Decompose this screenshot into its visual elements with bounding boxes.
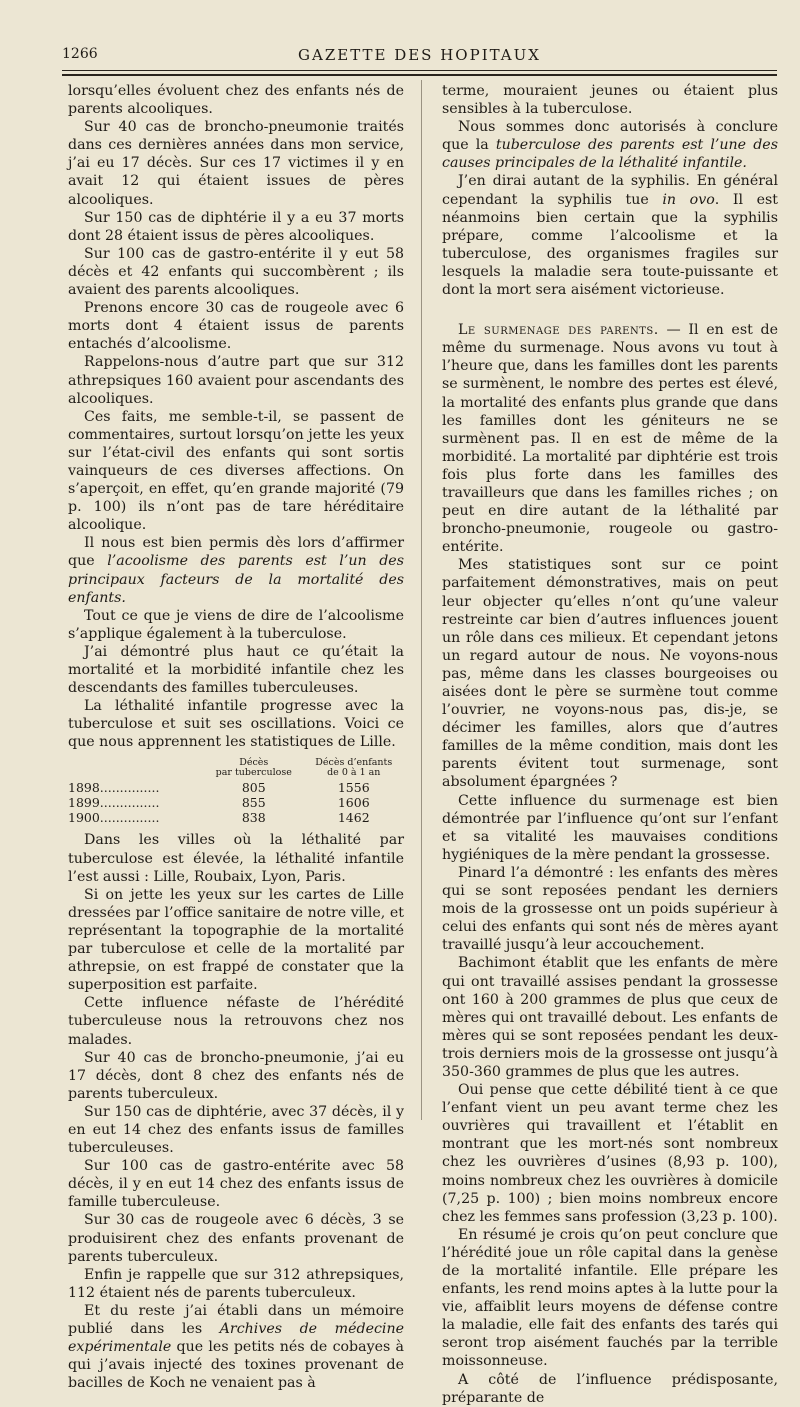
table-row [68, 810, 404, 825]
table-header-tb-deaths: Décès par tuberculose [215, 757, 292, 779]
table-cell-children: 1606 [337, 795, 370, 811]
paragraph: Sur 150 cas de diphtérie il y a eu 37 morts dont 28 étaient issus de pères alcooliques. [68, 209, 404, 244]
table-cell-tb: 805 [241, 780, 266, 796]
emphasis-text: tuberculose des parents est l’une des causes principales de la léthalité infantile. [442, 137, 778, 172]
table-cell-year: 1900............... [68, 810, 160, 826]
paragraph: Dans les villes où la léthalité par tuberculose est élevée, la léthalité infantile l’est aussi : Lille, Roubaix, Lyon, Paris. [68, 832, 404, 885]
table-cell-children: 1462 [337, 810, 370, 826]
paragraph: Sur 100 cas de gastro-entérite il y eut 58 décès et 42 enfants qui succombèrent ; ils avaient des parents alcooliques. [68, 245, 404, 299]
paragraph: Prenons encore 30 cas de rougeole avec 6 morts dont 4 étaient issus de parents entachés d’alcoolisme. [68, 300, 404, 353]
header-rule-thin [62, 70, 777, 71]
table-header-child-deaths: Décès d’enfants de 0 à 1 an [315, 757, 393, 779]
header-rule-thick [62, 74, 777, 76]
paragraph: Sur 40 cas de broncho-pneumonie, j’ai eu 17 décès, dont 8 chez des enfants nés de parents tuberculeux. [68, 1049, 404, 1102]
text-run: que les petits nés de cobayes à qui j’avais injecté des toxines provenant de bacilles de Koch ne venaient pas à [68, 1339, 404, 1392]
journal-reference: Archives de médecine expérimentale [68, 1321, 404, 1356]
column-separator [421, 80, 422, 1120]
text-run: Nous sommes donc autorisés à conclure que la [442, 119, 778, 154]
paragraph [68, 534, 404, 606]
text-run: — Il en est de même du surmenage. Nous avons vu tout à l’heure que, dans les familles dont les parents se surmènent, le nombre des pertes est élevé, la mortalité des enfants plus grande que dans les familles dont les géniteurs ne se surmènent pas. Il en est de même de la morbidité. La mortalité par diphtérie est trois fois plus forte dans les familles des travailleurs que dans les familles riches ; on peut en dire autant de la léthalité par broncho-pneumonie, rougeole ou gastro-entérite. [442, 322, 778, 556]
section-heading: Le surmenage des parents. [458, 322, 659, 339]
paragraph: Sur 100 cas de gastro-entérite avec 58 décès, il y en eut 14 chez des enfants issus de famille tuberculeuse. [68, 1158, 404, 1211]
paragraph: Rappelons-nous d’autre part que sur 312 athrepsiques 160 avaient pour ascendants des alcooliques. [68, 354, 404, 407]
paragraph: La léthalité infantile progresse avec la tuberculose et suit ses oscillations. Voici ce que nous apprennent les statistiques de Lille. [68, 698, 404, 751]
table-header-blank [68, 757, 204, 780]
text-run: J’en dirai autant de la syphilis. En général cependant la syphilis tue [442, 173, 778, 208]
paragraph: Sur 150 cas de diphtérie, avec 37 décès, il y en eut 14 chez des enfants issus de familles tuberculeuses. [68, 1103, 404, 1157]
journal-title: GAZETTE DES HOPITAUX [298, 46, 541, 64]
statistics-table [68, 757, 404, 825]
paragraph: Oui pense que cette débilité tient à ce que l’enfant vient un peu avant terme chez les ouvrières qui travaillent et l’établit en montrant que les mort-nés sont nombreux chez les ouvrières d’usines (8,93 p. 100), moins nombreux chez les ouvrières à domicile (7,25 p. 100) ; bien moins nombreux encore chez les femmes sans profession (3,23 p. 100). [442, 1082, 778, 1225]
paragraph: Cette influence du surmenage est bien démontrée par l’influence qu’ont sur l’enfant et sa vitalité les mauvaises conditions hygiéniques de la mère pendant la grossesse. [442, 792, 778, 863]
table-cell-year: 1898............... [68, 780, 160, 796]
paragraph: Tout ce que je viens de dire de l’alcoolisme s’applique également à la tuberculose. [68, 607, 404, 642]
text-run: Il nous est bien permis dès lors d’affirmer que [68, 535, 404, 570]
paragraph [442, 321, 778, 556]
paragraph [68, 1302, 404, 1392]
table-row [68, 780, 404, 795]
page-number: 1266 [62, 46, 98, 62]
right-column [442, 82, 778, 1407]
table-cell-children: 1556 [337, 780, 370, 796]
paragraph: Si on jette les yeux sur les cartes de Lille dressées par l’office sanitaire de notre ville, et représentant la topographie de la mortalité par tuberculose et celle de la mortalité par athrepsie, on est frappé de constater que la superposition est parfaite. [68, 886, 404, 994]
paragraph: Cette influence néfaste de l’hérédité tuberculeuse nous la retrouvons chez nos malades. [68, 995, 404, 1048]
table-cell-tb: 838 [241, 810, 266, 826]
table-row [68, 795, 404, 810]
paragraph [442, 172, 778, 299]
paragraph: A côté de l’influence prédisposante, préparante de [442, 1371, 778, 1406]
table-cell-tb: 855 [241, 795, 266, 811]
paragraph: lorsqu’elles évoluent chez des enfants nés de parents alcooliques. [68, 83, 404, 118]
table-cell-year: 1899............... [68, 795, 160, 811]
paragraph: Sur 30 cas de rougeole avec 6 décès, 3 se produisirent chez des enfants provenant de parents tuberculeux. [68, 1212, 404, 1265]
paragraph: Enfin je rappelle que sur 312 athrepsiques, 112 étaient nés de parents tuberculeux. [68, 1266, 404, 1301]
paragraph: terme, mouraient jeunes ou étaient plus sensibles à la tuberculose. [442, 83, 778, 118]
paragraph: Bachimont établit que les enfants de mère qui ont travaillé assises pendant la grossesse ont 160 à 200 grammes de plus que ceux de mères qui ont travaillé debout. Les enfants de mères qui se sont reposées pendant les deux-trois derniers mois de la grossesse ont jusqu’à 350-360 grammes de plus que les autres. [442, 955, 778, 1080]
paragraph: Mes statistiques sont sur ce point parfaitement démonstratives, mais on peut leur objecter qu’elles n’ont qu’une valeur restreinte car bien d’autres influences jouent un rôle dans ces milieux. Et cependant jetons un regard autour de nous. Ne voyons-nous pas, même dans les classes bourgeoises ou aisées dont le père se surmène tout comme l’ouvrier, ne voyons-nous pas, dis-je, se décimer les familles, alors que d’autres familles de la même condition, mais dont les parents évitent tout surmenage, sont absolument épargnées ? [442, 557, 778, 791]
emphasis-text: in ovo [662, 191, 715, 208]
text-run: Et du reste j’ai établi dans un mémoire publié dans les [68, 1302, 404, 1337]
paragraph [442, 118, 778, 172]
paragraph: Ces faits, me semble-t-il, se passent de commentaires, surtout lorsqu’on jette les yeux sur l’état-civil des enfants qui sont sortis vainqueurs de ces diverses affections. On s’aperçoit, en effet, qu’en grande majorité (79 p. 100) ils n’ont pas de tare héréditaire alcoolique. [68, 408, 404, 534]
paragraph: En résumé je crois qu’on peut conclure que l’hérédité joue un rôle capital dans la genèse de la mortalité infantile. Elle prépare les enfants, les rend moins aptes à la lutte pour la vie, affaiblit leurs moyens de défense contre la maladie, elle fait des enfants des tarés qui seront trop aisément fauchés par la terrible moissonneuse. [442, 1226, 778, 1370]
page-header [62, 46, 777, 66]
emphasis-text: l’acoolisme des parents est l’un des principaux facteurs de la mortalité des enfants. [68, 553, 404, 606]
paragraph: Pinard l’a démontré : les enfants des mères qui se sont reposées pendant les derniers mois de la grossesse ont un poids supérieur à celui des enfants qui sont nés de mères ayant travaillé jusqu’à leur accouchement. [442, 864, 778, 954]
text-run: . Il est néanmoins bien certain que la syphilis prépare, comme l’alcoolisme et la tuberculose, des organismes fragiles sur lesquels la maladie sera toute-puissante et dont la mort sera aisément victorieuse. [442, 191, 778, 299]
paragraph: J’ai démontré plus haut ce qu’était la mortalité et la morbidité infantile chez les descendants des familles tuberculeuses. [68, 643, 404, 697]
paragraph: Sur 40 cas de broncho-pneumonie traités dans ces dernières années dans mon service, j’ai eu 17 décès. Sur ces 17 victimes il y en avait 12 qui étaient issues de pères alcooliques. [68, 119, 404, 208]
left-column [68, 82, 404, 1392]
